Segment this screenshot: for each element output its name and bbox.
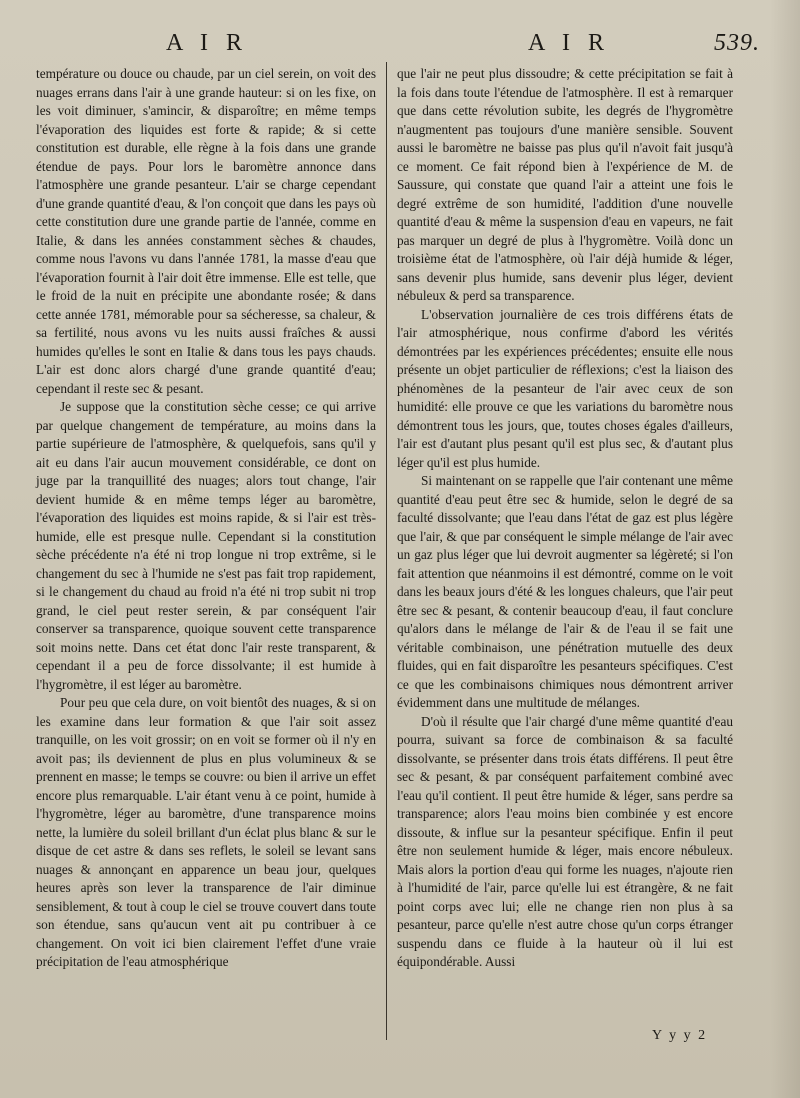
- paragraph: que l'air ne peut plus dissoudre; & cette précipitation se fait à la fois dans toute l'étendue de l'atmosphère. Il est à remarquer que dans cette révolution subite, les degrés de l'hygromètre n'augmentent pas toujours d'une manière sensible. Souvent aussi le baromètre ne baisse pas plus qu'il n'avoit fait jusqu'à ce moment. Ce fait répond bien à l'expérience de M. de Saussure, qui constate que quand l'air a atteint une fois le degré extrême de son humidité, l'addition d'une nouvelle quantité d'eau & même la suspension d'eau en vapeurs, ne fait pas marquer un degré de plus à l'hygromètre. Voilà donc un troisième état de l'atmosphère, où l'air déjà humide & léger, sans devenir plus humide, sans devenir plus léger, devient nébuleux & perd sa transparence.: [397, 66, 733, 303]
- signature-mark: Y y y 2: [652, 1028, 708, 1043]
- running-head-right: A I R: [528, 30, 611, 56]
- page-edge-shadow: [770, 0, 800, 1098]
- paragraph: Pour peu que cela dure, on voit bientôt des nuages, & si on les examine dans leur formation & que l'air soit assez tranquille, on les voit grossir; on en voit se former où il n'y en avoit pas; ils deviennent de plus en plus volumineux & se prennent en masse; le temps se couvre: ou bien il arrive un effet encore plus remarquable. L'air étant venu à ce point, humide à l'hygromètre, léger au baromètre, d'une transparence moins nette, la lumière du soleil brillant d'un éclat plus blanc & sur le disque de cet astre & dans ses reflets, le soleil se levant sans nuages & annonçant en apparence un beau jour, quelques heures après son lever la transparence de l'air diminue sensiblement, & tout à coup le ciel se trouve couvert dans toute son étendue, sans qu'aucun vent ait pu contribuer à ce changement. On voit ici bien clairement l'effet d'une vraie précipitation de l'eau atmosphérique: [36, 695, 376, 969]
- paragraph: Je suppose que la constitution sèche cesse; ce qui arrive par quelque changement de température, au moins dans la partie supérieure de l'atmosphère, & quelquefois, sans qu'il y ait eu dans l'air aucun mouvement considérable, ce dont on juge par la tranquillité des nuages; alors tout change, l'air devient humide & en même temps léger au baromètre, l'évaporation des liquides est moins rapide, & si l'air est très-humide, elle est presque nulle. Cependant si la constitution sèche précédente n'a été ni trop longue ni trop extrême, si le changement du sec à l'humide ne s'est pas fait trop rapidement, si le changement du chaud au froid n'a été ni trop subit ni trop grand, le ciel peut rester serein, & par conséquent l'air conserver sa transparence, quoique souvent cette transparence soit moins nette. Dans cet état donc l'air reste transparent, & cependant il a peu de force dissolvante; il est humide à l'hygromètre, il est léger au baromètre.: [36, 399, 376, 692]
- column-divider: [386, 62, 387, 1040]
- paragraph: L'observation journalière de ces trois différens états de l'air atmosphérique, nous confirme d'abord les vérités démontrées par les expériences précédentes; ensuite elle nous présente un objet particulier de réflexions; c'est la liaison des phénomènes de la pesanteur de l'air avec ceux de son humidité: elle prouve ce que les variations du baromètre nous démontrent tous les jours, que, toutes choses égales d'ailleurs, l'air est d'autant plus pesant qu'il est plus sec, & d'autant plus léger qu'il est plus humide.: [397, 306, 733, 470]
- running-head: [0, 30, 800, 66]
- left-column: [36, 65, 376, 972]
- page-number: 539.: [714, 30, 760, 56]
- running-head-left: A I R: [166, 30, 249, 56]
- paragraph: température ou douce ou chaude, par un ciel serein, on voit des nuages errans dans l'air à une grande hauteur: si on les fixe, on les voit diminuer, s'amincir, & disparoître; en même temps l'évaporation des liquides est forte & rapide; & si cette constitution est durable, elle règne à la fois dans une grande étendue de pays. Pour lors le baromètre annonce dans l'atmosphère une grande pesanteur. L'air se charge cependant d'une grande quantité d'eau, & l'on conçoit que dans les pays où cette constitution dure une grande partie de l'année, comme en Italie, & dans les années constamment sèches & chaudes, comme nous l'avons vu dans l'année 1781, la masse d'eau que l'évaporation fournit à l'air doit être immense. Elle est telle, que le froid de la nuit en précipite une abondante rosée; & dans cette année 1781, mémorable pour sa sécheresse, sa chaleur, & sa fertilité, nous avons vu les nuits aussi fraîches & aussi humides qu'elles le sont en Italie & dans tous les pays chauds. L'air est donc alors chargé d'une grande quantité d'eau; cependant il reste sec & pesant.: [36, 66, 376, 396]
- paragraph: D'où il résulte que l'air chargé d'une même quantité d'eau pourra, suivant sa force de combinaison & sa faculté dissolvante, se présenter dans trois états différens. Il peut être sec & pesant, & par conséquent parfaitement combiné avec l'eau qu'il contient. Il peut être humide & léger, sans perdre sa transparence; alors l'eau moins bien combinée y est encore dissoute, & influe sur la pesanteur spécifique. Enfin il peut être non seulement humide & léger, mais encore nébuleux. Mais alors la portion d'eau qui forme les nuages, n'ajoute rien à l'humidité de l'air, parce qu'elle lui est étrangère, & ne fait point corps avec lui; elle ne change rien non plus à sa pesanteur, parce qu'elle n'est autre chose qu'un corps étranger suspendu dans ce fluide à la hauteur où il lui est équipondérable. Aussi: [397, 713, 733, 969]
- right-column: [397, 65, 733, 972]
- paragraph: Si maintenant on se rappelle que l'air contenant une même quantité d'eau peut être sec & humide, selon le degré de sa faculté dissolvante; que l'eau dans l'état de gaz est plus légère que l'air, & que par conséquent le simple mélange de l'air avec un gaz plus léger que lui devroit augmenter sa légèreté; si l'on fait attention que néanmoins il est démontré, comme on le voit dans les beaux jours d'été & les longues chaleurs, que l'air peut être sec & pesant, & contenir beaucoup d'eau, il faut conclure qu'alors dans le mélange de l'air & de l'eau il se fait une véritable combinaison, une pénétration mutuelle des deux fluides, qui en fait disparoître les pesanteurs spécifiques. C'est ce que les combinaisons chimiques nous démontrent arriver évidemment dans une multitude de mélanges.: [397, 473, 733, 710]
